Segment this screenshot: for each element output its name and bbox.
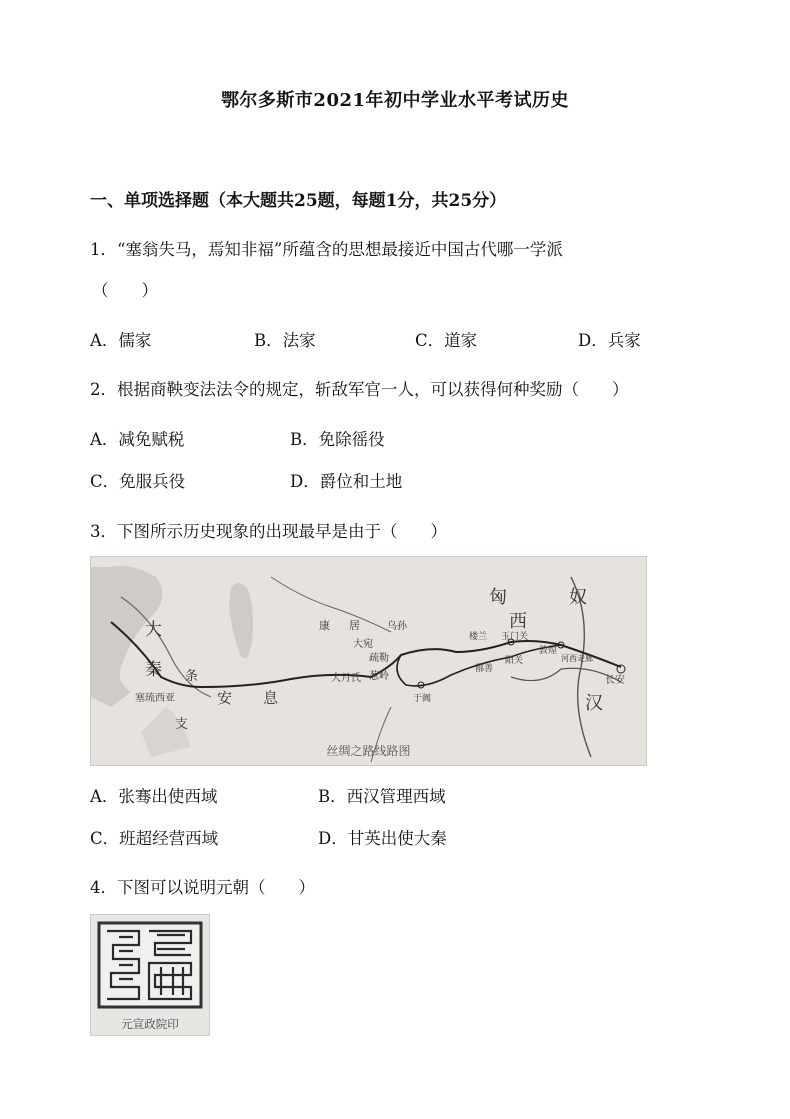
seal-caption: 元宣政院印 xyxy=(121,1017,179,1031)
map-label: 奴 xyxy=(569,587,587,608)
question-1-stem: 1．“塞翁失马，焉知非福”所蕴含的思想最接近中国古代哪一学派 xyxy=(90,240,563,259)
question-1-option-b[interactable]: B．法家 xyxy=(254,331,316,350)
seal-image xyxy=(90,914,210,1036)
map-label: 大月氏 xyxy=(331,673,361,684)
question-2-option-b[interactable]: B．免除徭役 xyxy=(290,430,385,449)
map-label: 敦煌 xyxy=(539,646,558,656)
question-1-option-d[interactable]: D．兵家 xyxy=(578,331,641,350)
map-label: 塞琉西亚 xyxy=(135,693,175,704)
map-label: 河西走廊 xyxy=(561,654,593,663)
map-label: 阳关 xyxy=(505,656,524,666)
question-3-option-b[interactable]: B．西汉管理西域 xyxy=(318,787,446,806)
question-2-option-a[interactable]: A．减免赋税 xyxy=(90,430,185,449)
map-label: 长安 xyxy=(605,675,625,686)
map-label: 匈 xyxy=(489,587,507,608)
map-caption: 丝绸之路线路图 xyxy=(326,744,411,758)
map-label: 鄯善 xyxy=(475,664,494,674)
map-label: 楼兰 xyxy=(469,632,488,642)
question-2-stem: 2．根据商鞅变法法令的规定，斩敌军官一人，可以获得何种奖励（ ） xyxy=(90,380,629,399)
map-label: 居 xyxy=(349,619,360,632)
page-title: 鄂尔多斯市2021年初中学业水平考试历史 xyxy=(220,90,570,111)
map-label: 西 xyxy=(509,611,527,632)
question-3-option-d[interactable]: D．甘英出使大秦 xyxy=(318,829,447,848)
seal-icon xyxy=(91,915,209,1015)
question-2-option-c[interactable]: C．免服兵役 xyxy=(90,472,186,491)
map-label: 乌孙 xyxy=(387,621,407,632)
map-label: 息 xyxy=(263,689,279,707)
map-label: 疏勒 xyxy=(369,653,389,664)
map-label: 葱岭 xyxy=(369,671,389,682)
map-label: 大 xyxy=(145,620,162,640)
silk-road-map xyxy=(90,556,647,766)
map-label: 康 xyxy=(319,619,330,632)
map-label: 秦 xyxy=(145,660,162,680)
question-1-option-c[interactable]: C．道家 xyxy=(415,331,478,350)
question-1-blank: （ ） xyxy=(92,281,158,300)
map-label: 大宛 xyxy=(353,639,373,650)
question-2-option-d[interactable]: D．爵位和土地 xyxy=(290,472,403,491)
map-label: 安 xyxy=(217,689,233,707)
map-label: 汉 xyxy=(585,693,603,714)
question-3-option-c[interactable]: C．班超经营西域 xyxy=(90,829,219,848)
map-label: 玉门关 xyxy=(501,632,529,642)
question-4-stem: 4．下图可以说明元朝（ ） xyxy=(90,878,315,897)
map-label: 于阗 xyxy=(413,694,432,704)
question-3-stem: 3．下图所示历史现象的出现最早是由于（ ） xyxy=(90,522,447,541)
map-label: 条 xyxy=(185,669,199,684)
map-label: 支 xyxy=(175,717,189,732)
question-1-option-a[interactable]: A．儒家 xyxy=(90,331,152,350)
question-3-option-a[interactable]: A．张骞出使西域 xyxy=(90,787,218,806)
section-heading: 一、单项选择题（本大题共25题，每题1分，共25分） xyxy=(90,191,507,211)
